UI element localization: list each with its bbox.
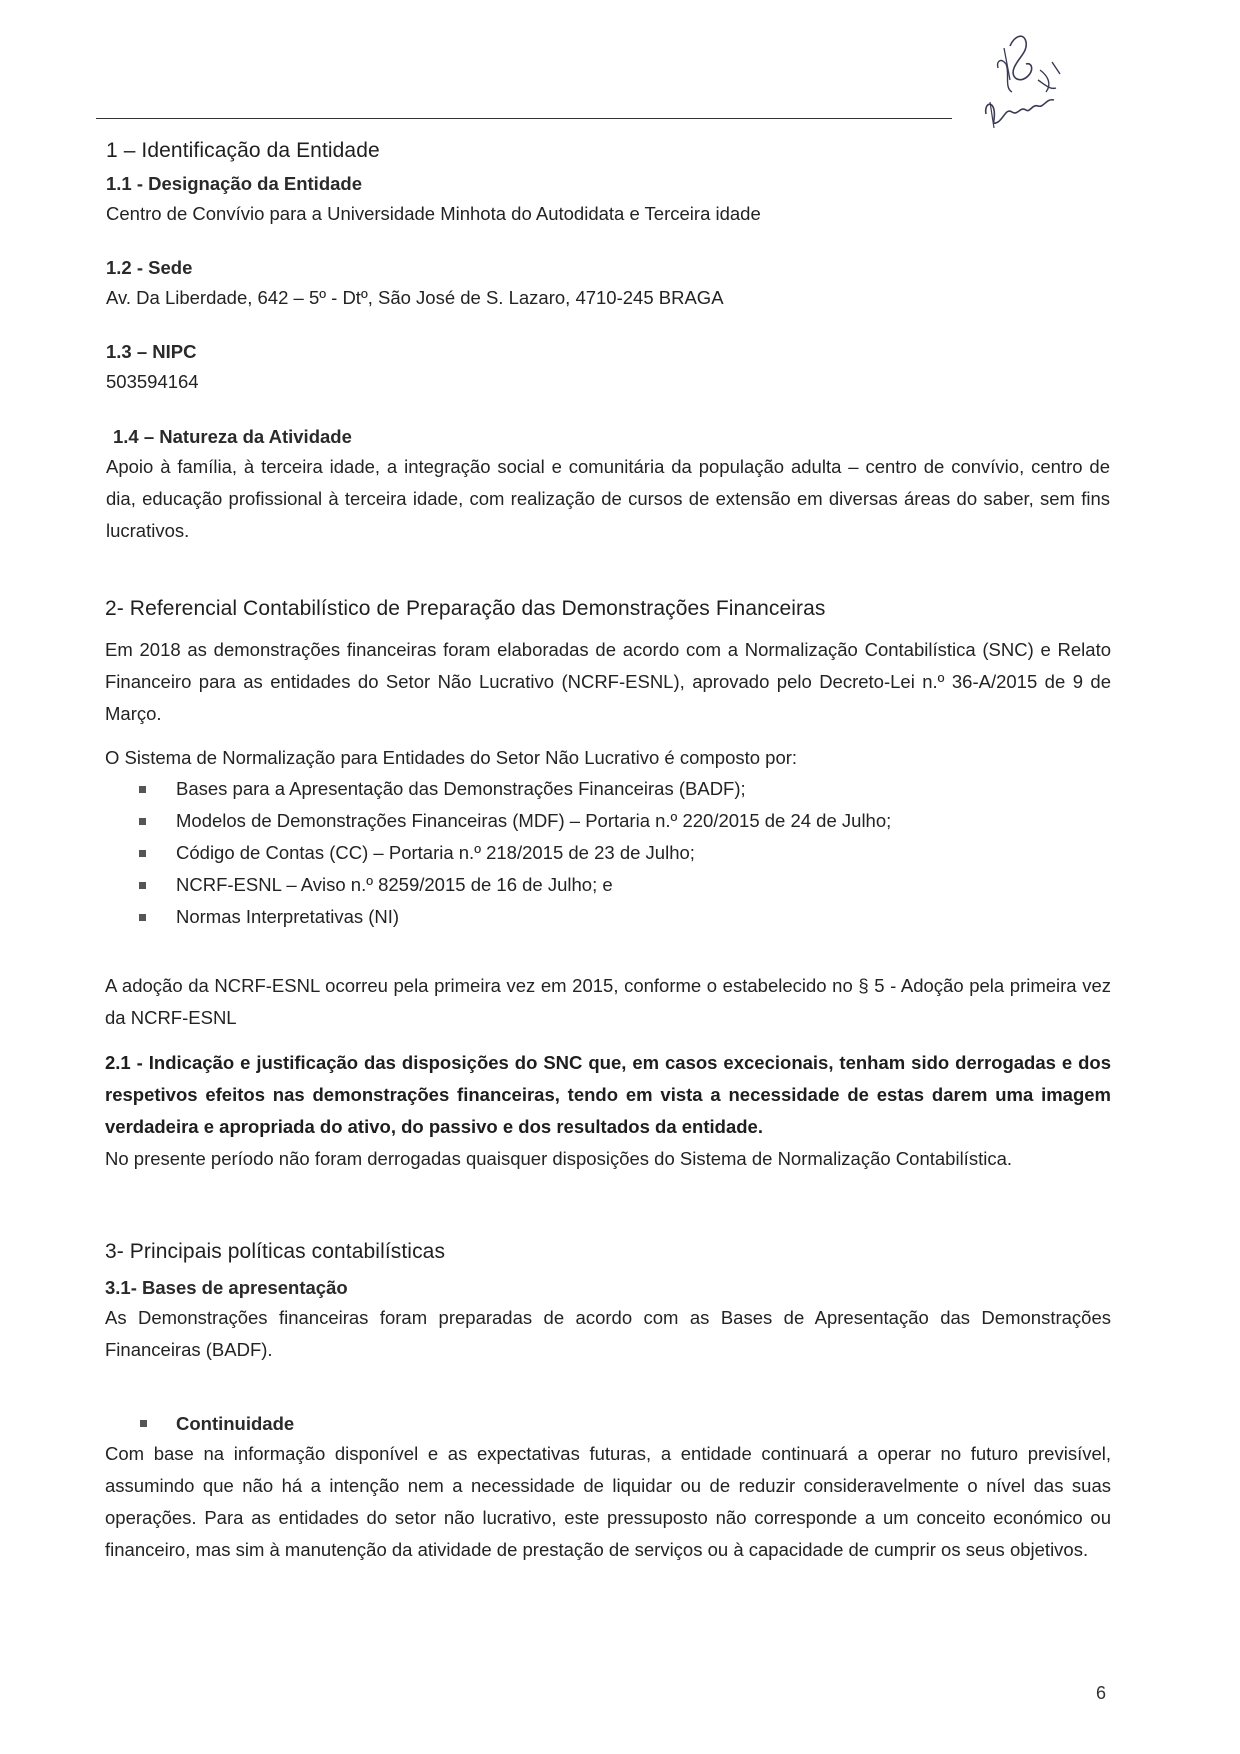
section-1-3-text: 503594164 xyxy=(106,371,199,392)
list-item-text: Bases para a Apresentação das Demonstrações Financeiras (BADF); xyxy=(176,778,746,799)
list-item-text: Modelos de Demonstrações Financeiras (MDF) – Portaria n.º 220/2015 de 24 de Julho; xyxy=(176,810,892,831)
list-item-text: NCRF-ESNL – Aviso n.º 8259/2015 de 16 de Julho; e xyxy=(176,874,613,895)
section-3-1-text: As Demonstrações financeiras foram preparadas de acordo com as Bases de Apresentação das Demonstrações Financeiras (BADF). xyxy=(105,1307,1111,1360)
list-item xyxy=(103,773,1113,805)
section-2-title: 2- Referencial Contabilístico de Preparação das Demonstrações Financeiras xyxy=(105,597,826,620)
continuity-heading xyxy=(103,1408,294,1440)
section-1-2-title: 1.2 - Sede xyxy=(106,257,193,278)
continuity-title: Continuidade xyxy=(176,1413,295,1434)
square-bullet-icon xyxy=(139,818,146,825)
section-2-adoption: A adoção da NCRF-ESNL ocorreu pela primeira vez em 2015, conforme o estabelecido no § 5 - Adoção pela primeira vez da NCRF-ESNL xyxy=(105,975,1111,1028)
list-item xyxy=(103,901,1113,933)
section-1-1-text: Centro de Convívio para a Universidade Minhota do Autodidata e Terceira idade xyxy=(106,203,761,224)
square-bullet-icon xyxy=(139,786,146,793)
list-item-text: Código de Contas (CC) – Portaria n.º 218/2015 de 23 de Julho; xyxy=(176,842,695,863)
list-item xyxy=(103,869,1113,901)
list-item xyxy=(103,837,1113,869)
section-3-1-title: 3.1- Bases de apresentação xyxy=(105,1277,348,1298)
section-2-intro: Em 2018 as demonstrações financeiras foram elaboradas de acordo com a Normalização Contabilística (SNC) e Relato Financeiro para as entidades do Setor Não Lucrativo (NCRF-ESNL), aprovado pelo Decreto-Lei n.º 36-A/2015 de 9 de Março. xyxy=(105,639,1111,724)
section-2-1-text: No presente período não foram derrogadas quaisquer disposições do Sistema de Normalização Contabilística. xyxy=(105,1148,1013,1169)
section-1-4-text: Apoio à família, à terceira idade, a integração social e comunitária da população adulta – centro de convívio, centro de dia, educação profissional à terceira idade, com realização de cursos de extensão em diversas áreas do saber, sem fins lucrativos. xyxy=(106,456,1110,541)
handwritten-signature xyxy=(968,18,1078,133)
square-bullet-icon xyxy=(139,850,146,857)
section-1-1-title: 1.1 - Designação da Entidade xyxy=(106,173,362,194)
section-1-title: 1 – Identificação da Entidade xyxy=(106,139,380,162)
section-1-4-title: 1.4 – Natureza da Atividade xyxy=(113,426,352,447)
header-rule xyxy=(96,118,952,119)
section-1-2-text: Av. Da Liberdade, 642 – 5º - Dtº, São José de S. Lazaro, 4710-245 BRAGA xyxy=(106,287,724,308)
section-3-title: 3- Principais políticas contabilísticas xyxy=(105,1240,446,1263)
section-2-system-intro: O Sistema de Normalização para Entidades do Setor Não Lucrativo é composto por: xyxy=(105,747,798,768)
snc-components-list xyxy=(103,773,1113,933)
square-bullet-icon xyxy=(139,882,146,889)
list-item-text: Normas Interpretativas (NI) xyxy=(176,906,400,927)
list-item xyxy=(103,805,1113,837)
page-number: 6 xyxy=(1096,1683,1107,1703)
section-2-1-bold-title: 2.1 - Indicação e justificação das disposições do SNC que, em casos excecionais, tenham sido derrogadas e dos respetivos efeitos nas demonstrações financeiras, tendo em vista a necessidade de estas darem uma imagem verdadeira e apropriada do ativo, do passivo e dos resultados da entidade. xyxy=(105,1052,1111,1137)
square-bullet-icon xyxy=(140,1420,147,1427)
continuity-text: Com base na informação disponível e as expectativas futuras, a entidade continuará a operar no futuro previsível, assumindo que não há a intenção nem a necessidade de liquidar ou de reduzir consideravelmente o nível das suas operações. Para as entidades do setor não lucrativo, este pressuposto não corresponde a um conceito económico ou financeiro, mas sim à manutenção da atividade de prestação de serviços ou à capacidade de cumprir os seus objetivos. xyxy=(105,1443,1111,1560)
section-1-3-title: 1.3 – NIPC xyxy=(106,341,197,362)
square-bullet-icon xyxy=(139,914,146,921)
